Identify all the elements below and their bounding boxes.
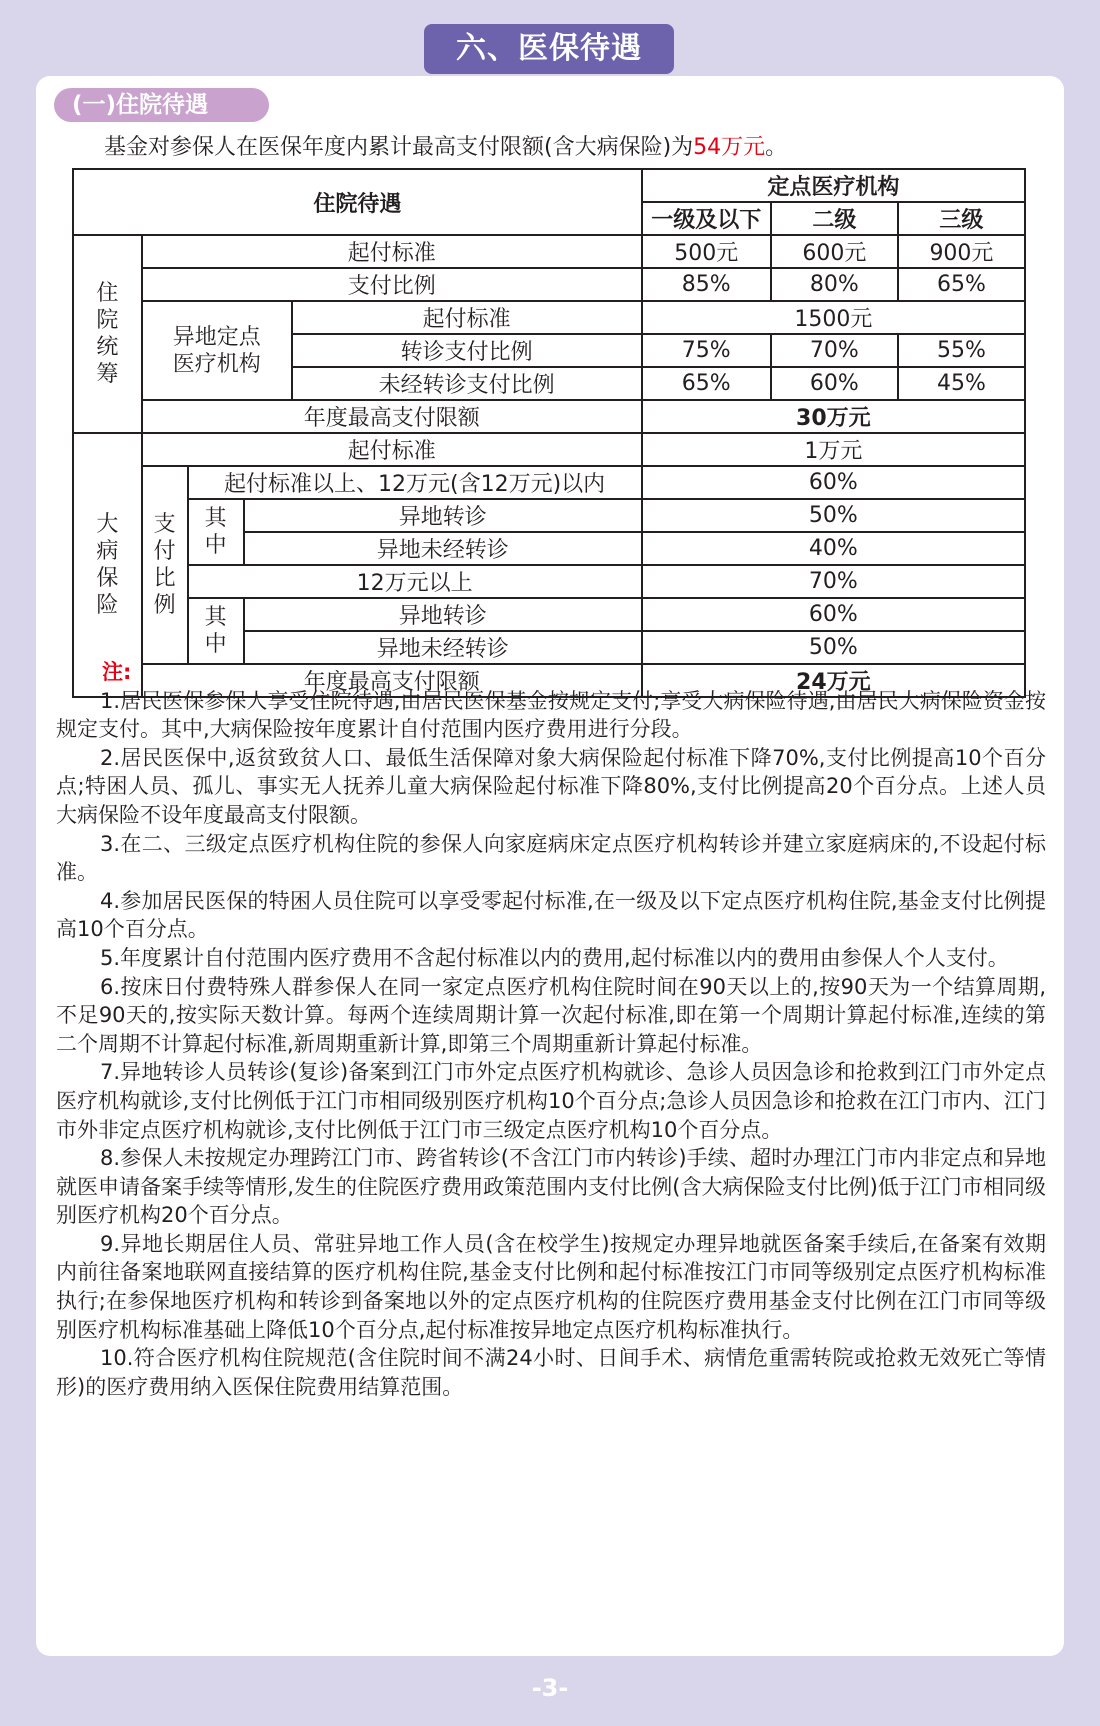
notes-label: 注:: [102, 660, 132, 684]
note-item: 1.居民医保参保人享受住院待遇,由居民医保基金按规定支付;享受大病保险待遇,由居民大病保险资金按规定支付。其中,大病保险按年度累计自付范围内医疗费用进行分段。: [56, 688, 1046, 742]
row-label: 未经转诊支付比例: [292, 367, 642, 400]
table-row: [73, 466, 1025, 499]
section-cell: 住 院 统 筹: [73, 235, 142, 433]
value-cell: 500元: [642, 235, 771, 268]
row-label: 年度最高支付限额: [142, 400, 642, 433]
note-item: 7.异地转诊人员转诊(复诊)备案到江门市外定点医疗机构就诊、急诊人员因急诊和抢救到江门市外定点医疗机构就诊,支付比例低于江门市相同级别医疗机构10个百分点;急诊人员因急诊和抢救在江门市内、江门市外非定点医疗机构就诊,支付比例低于江门市三级定点医疗机构10个百分点。: [56, 1060, 1046, 1142]
page-title: 六、医保待遇: [424, 24, 674, 74]
intro-end: 。: [765, 135, 788, 160]
value-cell: 50%: [642, 631, 1025, 664]
value-cell: 60%: [642, 598, 1025, 631]
intro-amount: 54万元: [693, 135, 766, 160]
table-row: [73, 433, 1025, 466]
value-cell: 70%: [642, 565, 1025, 598]
row-label: 支付比例: [142, 268, 642, 301]
header-cell: 定点医疗机构: [642, 169, 1025, 202]
note-item: 3.在二、三级定点医疗机构住院的参保人向家庭病床定点医疗机构转诊并建立家庭病床的,不设起付标准。: [56, 831, 1046, 885]
value-cell: 50%: [642, 499, 1025, 532]
subgroup-label: 异地定点医疗机构: [172, 324, 261, 377]
value-cell: 85%: [642, 268, 771, 301]
qizhong-cell: 其 中: [188, 598, 244, 664]
content-card: [36, 76, 1064, 1656]
header-cell: 二级: [771, 202, 898, 235]
section-cell: 大 病 保 险: [73, 433, 142, 697]
row-label: 起付标准: [142, 433, 642, 466]
value-cell: 65%: [898, 268, 1025, 301]
value-cell: 24万元: [642, 664, 1025, 697]
subgroup-cell: 支 付 比 例: [142, 466, 188, 664]
table-row: [73, 169, 1025, 202]
table-row: [73, 565, 1025, 598]
value-cell: 60%: [771, 367, 898, 400]
row-label: 异地未经转诊: [244, 631, 642, 664]
row-label: 起付标准以上、12万元(含12万元)以内: [188, 466, 642, 499]
value-cell: 30万元: [642, 400, 1025, 433]
row-label: 转诊支付比例: [292, 334, 642, 367]
notes-section: [56, 658, 1046, 1401]
table-row: [73, 268, 1025, 301]
row-label: 年度最高支付限额: [142, 664, 642, 697]
intro-text: [104, 130, 787, 161]
value-cell: 65%: [642, 367, 771, 400]
row-label: 异地转诊: [244, 598, 642, 631]
subgroup-cell: [142, 301, 292, 400]
row-label: 起付标准: [292, 301, 642, 334]
header-cell: 住院待遇: [73, 169, 642, 235]
note-item: 8.参保人未按规定办理跨江门市、跨省转诊(不含江门市内转诊)手续、超时办理江门市内非定点和异地就医申请备案手续等情形,发生的住院医疗费用政策范围内支付比例(含大病保险支付比例)低于江门市相同级别医疗机构20个百分点。: [56, 1146, 1046, 1228]
note-item: 5.年度累计自付范围内医疗费用不含起付标准以内的费用,起付标准以内的费用由参保人个人支付。: [100, 945, 1009, 970]
value-cell: 60%: [642, 466, 1025, 499]
value-cell: 55%: [898, 334, 1025, 367]
table-row: [73, 598, 1025, 631]
header-cell: 一级及以下: [642, 202, 771, 235]
table-row: [73, 400, 1025, 433]
value-cell: 80%: [771, 268, 898, 301]
qizhong-cell: 其 中: [188, 499, 244, 565]
row-label: 异地转诊: [244, 499, 642, 532]
row-label: 异地未经转诊: [244, 532, 642, 565]
value-cell: 900元: [898, 235, 1025, 268]
note-item: 4.参加居民医保的特困人员住院可以享受零起付标准,在一级及以下定点医疗机构住院,基金支付比例提高10个百分点。: [56, 888, 1046, 942]
value-cell: 600元: [771, 235, 898, 268]
header-cell: 三级: [898, 202, 1025, 235]
value-cell: 1500元: [642, 301, 1025, 334]
row-label: 起付标准: [142, 235, 642, 268]
note-item: 9.异地长期居住人员、常驻异地工作人员(含在校学生)按规定办理异地就医备案手续后,在备案有效期内前往备案地联网直接结算的医疗机构住院,基金支付比例和起付标准按江门市同等级别定点医疗机构标准执行;在参保地医疗机构和转诊到备案地以外的定点医疗机构的住院医疗费用基金支付比例在江门市同等级别医疗机构标准基础上降低10个百分点,起付标准按异地定点医疗机构标准执行。: [56, 1231, 1046, 1342]
value-cell: 1万元: [642, 433, 1025, 466]
value-cell: 45%: [898, 367, 1025, 400]
row-label: 12万元以上: [188, 565, 642, 598]
intro-main: 基金对参保人在医保年度内累计最高支付限额(含大病保险)为: [104, 135, 694, 160]
page-number: -3-: [531, 1674, 569, 1702]
section-label: (一)住院待遇: [54, 88, 269, 122]
value-cell: 40%: [642, 532, 1025, 565]
value-cell: 75%: [642, 334, 771, 367]
table-row: [73, 301, 1025, 334]
table-row: [73, 499, 1025, 532]
benefit-table: [72, 168, 1026, 698]
note-item: 6.按床日付费特殊人群参保人在同一家定点医疗机构住院时间在90天以上的,按90天为一个结算周期,不足90天的,按实际天数计算。每两个连续周期计算一次起付标准,即在第一个周期计算起付标准,连续的第二个周期不计算起付标准,新周期重新计算,即第三个周期重新计算起付标准。: [56, 974, 1046, 1056]
note-item: 10.符合医疗机构住院规范(含住院时间不满24小时、日间手术、病情危重需转院或抢救无效死亡等情形)的医疗费用纳入医保住院费用结算范围。: [56, 1346, 1046, 1399]
note-item: 2.居民医保中,返贫致贫人口、最低生活保障对象大病保险起付标准下降70%,支付比例提高10个百分点;特困人员、孤儿、事实无人抚养儿童大病保险起付标准下降80%,支付比例提高20个百分点。上述人员大病保险不设年度最高支付限额。: [56, 745, 1046, 827]
value-cell: 70%: [771, 334, 898, 367]
table-row: [73, 235, 1025, 268]
